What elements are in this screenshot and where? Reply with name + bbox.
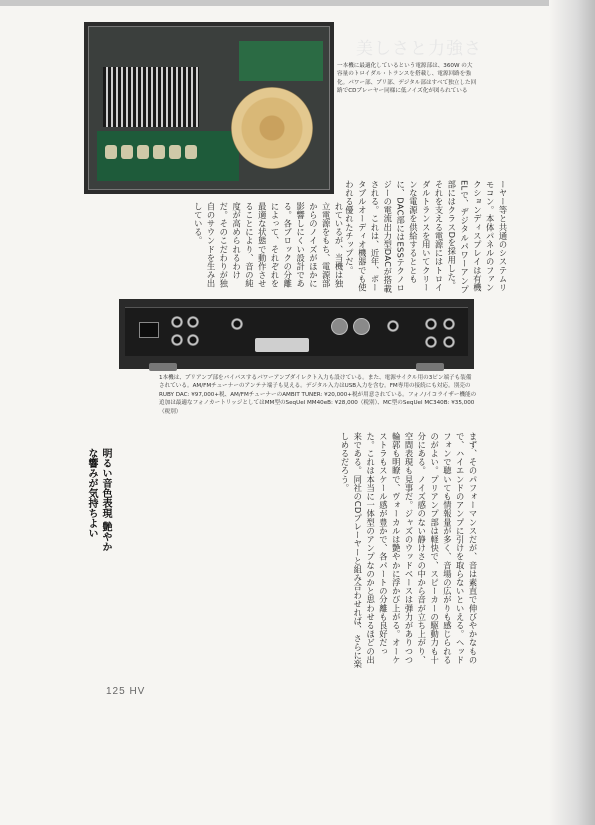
rca-jack [171,316,183,328]
foot [149,363,177,371]
page-number: 125 HV [106,686,146,697]
capacitor [137,145,149,159]
article-title: 美しさと力強さ [356,39,482,59]
photo-caption: 一本機に最適化しているという電源部は、360W の大容量のトロイダル・トランスを搭載し、電源回路を強化。パワー部、プリ部、デジタル部はすべて独立した回路でCDプレーヤー同様に低ノイズ化が図られている [337,63,477,95]
model-label [255,338,309,352]
rear-panel [125,307,468,356]
body-column: まず、そのパフォーマンスだが、音は素直で伸びやかなもので、ハイエンドのアンプに引けを取らないといえる。ヘッドフォンで聴いても情報量が多く、音場の広がりも感じられるのがよい。プリアンプ部は軽快で、スピーカーの駆動力も十分にある。ノイズ感のない静けさの中から音が立ち上がり、空間表現も見事だ。ジャズのウッドベースは弾力がありつつ輪郭も明瞭で、ヴォーカルは艶やかに浮かび上がる。オーケストラもスケール感が豊かで、各パートの分離も良好だった。これは本当に一体型のアンプなのかと思わせるほどの出来である。同社のCDプレーヤーと組み合わせれば、さらに楽しめるだろう。 [340,432,478,669]
rca-jack [187,334,199,346]
power-inlet [139,322,159,338]
body-column: ーヤー等と共通のシステムリモコン。本体パネルのファンクションディスプレイは有機ELで、デジタルパワーアンプ部にはクラスDを採用した。それを支える電源にはトロイダルトランスを用いてクリーンな電源を供給するとともに、DAC部にはESSテクノロジーの電流出力型DACが搭載される。これは、近年、ポータブルオーディオ機器でも使われる優れたチップだ。 [344,180,508,294]
page-gutter-shadow [549,0,595,825]
amplifier-interior-photo [84,22,334,194]
circuit-board [239,41,323,81]
toroidal-transformer [231,87,313,169]
rca-jack [231,318,243,330]
capacitor [105,145,117,159]
rca-jack [187,316,199,328]
amplifier-rear-panel-photo [119,299,474,369]
capacitor [153,145,165,159]
speaker-terminal [425,336,437,348]
foot [416,363,444,371]
xlr-connector [353,318,370,335]
chassis [88,26,330,190]
speaker-terminal [443,336,455,348]
capacitor [169,145,181,159]
capacitor [185,145,197,159]
page-top-edge [0,0,595,6]
section-heading: 明るい音色表現 艶やかな響みが気持ちよい [86,448,111,552]
rca-jack [387,320,399,332]
speaker-terminal [443,318,455,330]
body-column: れているが、当機は独立電源をもち、電源部からのノイズがほかに影響しにくい設計である。各ブロックの分離によって、それぞれを最適な状態で動作させることにより、音の純度が高められるわけだ。そのこだわりが独自のサウンドを生み出している。 [193,202,344,288]
xlr-connector [331,318,348,335]
circuit-board [97,131,239,181]
photo-caption: 1本機は、プリアンプ部をバイパスするパワーアンプダイレクト入力も設けている。また、電源サイクル用の3ピン端子も装備されている。AM/FMチューナーのアンテナ端子も見える。デジタル入力はUSB入力を含む。FM専用の接続にも対応。別売のRUBY DAC: ¥97,000+税、AM/FMチューナーのAMBIT TUNER: ¥20,000+税が用意されている。フォノ/イコライザー機能の追加は最適なフォノカートリッジとしてはMM型のSeqUel MM40eB: ¥28,000（税別）、MC型のSeqUel MC340B: ¥35,000（税別） [159,375,477,415]
heatsink [103,67,199,127]
capacitor [121,145,133,159]
rca-jack [171,334,183,346]
speaker-terminal [425,318,437,330]
